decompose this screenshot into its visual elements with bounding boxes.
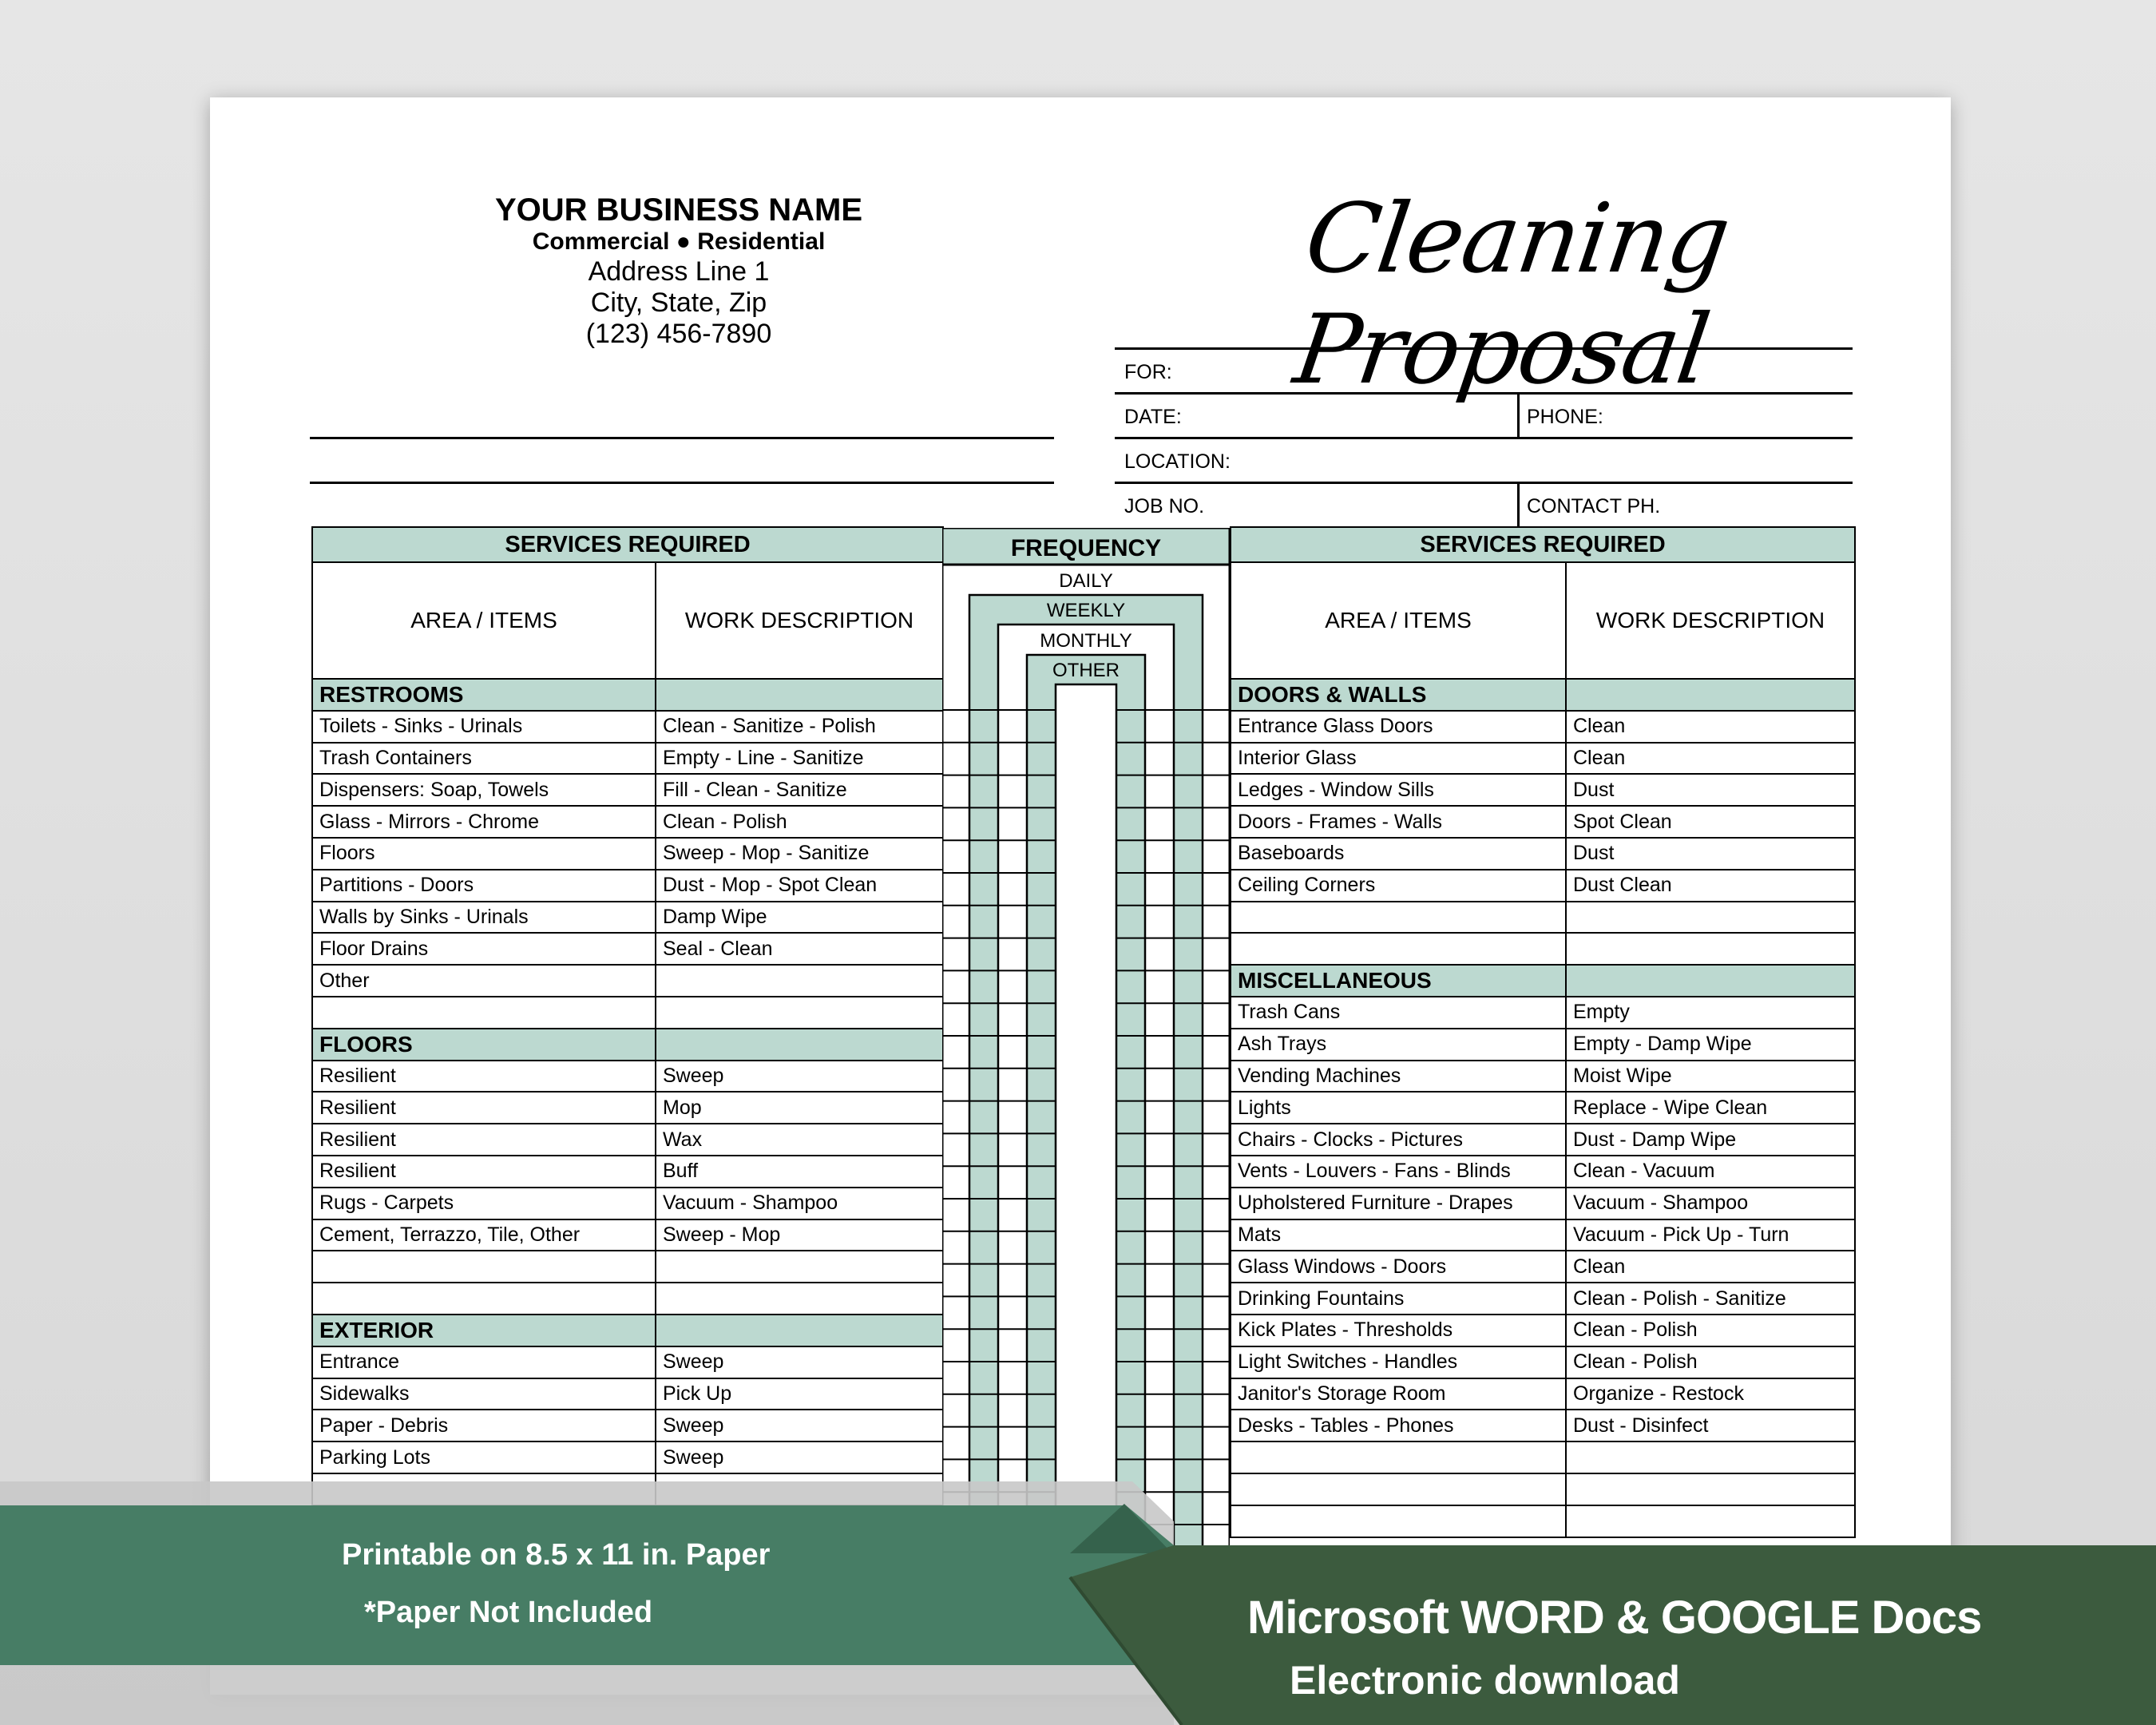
field-divider: [1517, 482, 1520, 526]
area-item-cell[interactable]: Partitions - Doors: [312, 870, 656, 902]
printable-note: Printable on 8.5 x 11 in. Paper: [342, 1538, 771, 1572]
services-table-right: [1230, 526, 1856, 1538]
table-row: [1231, 1092, 1855, 1124]
area-item-cell[interactable]: Walls by Sinks - Urinals: [312, 902, 656, 934]
work-description-cell: [656, 1315, 943, 1346]
daily-label: DAILY: [1059, 570, 1113, 592]
table-row: [1231, 1188, 1855, 1219]
work-description-cell[interactable]: Dust Clean: [1566, 870, 1855, 902]
section-title: FLOORS: [312, 1029, 656, 1061]
frequency-grid: [942, 528, 1230, 1566]
area-item-cell[interactable]: Resilient: [312, 1124, 656, 1156]
business-tagline: Commercial ● Residential: [532, 228, 826, 255]
area-item-cell[interactable]: Cement, Terrazzo, Tile, Other: [312, 1219, 656, 1251]
section-row: [312, 679, 943, 711]
job-number-field[interactable]: JOB NO.: [1124, 495, 1205, 518]
work-description-cell[interactable]: Clean - Polish: [1566, 1346, 1855, 1378]
table-row: [1231, 711, 1855, 743]
business-phone: (123) 456-7890: [585, 318, 772, 349]
work-description-cell[interactable]: [656, 1251, 943, 1283]
area-item-cell[interactable]: Glass Windows - Doors: [1231, 1251, 1566, 1283]
work-description-cell[interactable]: Dust - Mop - Spot Clean: [656, 870, 943, 902]
work-description-cell[interactable]: Dust - Disinfect: [1566, 1410, 1855, 1441]
table-row: [312, 1441, 943, 1473]
table-row: [312, 965, 943, 997]
contact-phone-field[interactable]: CONTACT PH.: [1527, 495, 1661, 518]
table-row: [312, 1092, 943, 1124]
work-description-cell[interactable]: Clean - Polish - Sanitize: [1566, 1283, 1855, 1315]
work-description-cell[interactable]: [1566, 933, 1855, 965]
table-row: [1231, 1029, 1855, 1061]
field-rule: [1115, 437, 1853, 439]
table-row: [1231, 933, 1855, 965]
area-item-cell[interactable]: Mats: [1231, 1219, 1566, 1251]
work-description-cell[interactable]: Vacuum - Shampoo: [1566, 1188, 1855, 1219]
area-item-cell[interactable]: Entrance: [312, 1346, 656, 1378]
work-description-cell[interactable]: Dust - Damp Wipe: [1566, 1124, 1855, 1156]
section-row: [1231, 679, 1855, 711]
table-row: [312, 838, 943, 870]
banner-left-ribbon: [0, 1505, 1174, 1665]
area-item-cell[interactable]: Sidewalks: [312, 1378, 656, 1410]
area-item-cell[interactable]: [1231, 1441, 1566, 1473]
area-item-cell[interactable]: Rugs - Carpets: [312, 1188, 656, 1219]
work-description-cell[interactable]: Dust: [1566, 838, 1855, 870]
work-description-cell[interactable]: Clean - Polish: [1566, 1315, 1855, 1346]
work-description-cell[interactable]: Empty - Damp Wipe: [1566, 1029, 1855, 1061]
area-item-cell[interactable]: Light Switches - Handles: [1231, 1346, 1566, 1378]
work-description-cell[interactable]: Clean: [1566, 1251, 1855, 1283]
table-row: [312, 711, 943, 743]
work-description-cell[interactable]: [1566, 1441, 1855, 1473]
section-title: EXTERIOR: [312, 1315, 656, 1346]
work-description-cell[interactable]: [656, 997, 943, 1029]
area-item-cell[interactable]: Ash Trays: [1231, 1029, 1566, 1061]
section-title: RESTROOMS: [312, 679, 656, 711]
work-description-cell[interactable]: Sweep - Mop: [656, 1219, 943, 1251]
area-item-cell[interactable]: Ceiling Corners: [1231, 870, 1566, 902]
work-description-cell[interactable]: Empty - Line - Sanitize: [656, 743, 943, 775]
work-description-cell[interactable]: Clean - Vacuum: [1566, 1156, 1855, 1188]
work-description-cell[interactable]: Vacuum - Shampoo: [656, 1188, 943, 1219]
table-row: [312, 806, 943, 838]
area-item-cell[interactable]: Paper - Debris: [312, 1410, 656, 1441]
work-description-cell[interactable]: Clean - Polish: [656, 806, 943, 838]
area-item-cell[interactable]: Baseboards: [1231, 838, 1566, 870]
date-field[interactable]: DATE:: [1124, 406, 1182, 428]
blank-line: [310, 437, 1054, 439]
work-description-header: WORK DESCRIPTION: [1566, 562, 1855, 679]
work-description-cell[interactable]: Organize - Restock: [1566, 1378, 1855, 1410]
section-row: [312, 1029, 943, 1061]
table-row: [312, 1061, 943, 1092]
section-title: MISCELLANEOUS: [1231, 965, 1566, 997]
area-item-cell[interactable]: Trash Containers: [312, 743, 656, 775]
table-row: [312, 997, 943, 1029]
table-row: [1231, 1251, 1855, 1283]
work-description-cell[interactable]: Buff: [656, 1156, 943, 1188]
table-row: [312, 1283, 943, 1315]
area-item-cell[interactable]: Dispensers: Soap, Towels: [312, 774, 656, 806]
table-row: [1231, 1346, 1855, 1378]
table-row: [1231, 743, 1855, 775]
area-item-cell[interactable]: Kick Plates - Thresholds: [1231, 1315, 1566, 1346]
work-description-cell[interactable]: Mop: [656, 1092, 943, 1124]
table-row: [1231, 870, 1855, 902]
area-items-header: AREA / ITEMS: [1231, 562, 1566, 679]
table-row: [312, 1378, 943, 1410]
software-note: Microsoft WORD & GOOGLE Docs: [1247, 1592, 1982, 1644]
area-item-cell[interactable]: Toilets - Sinks - Urinals: [312, 711, 656, 743]
address-line-2: City, State, Zip: [590, 287, 767, 318]
daily-frame: [1056, 684, 1116, 1566]
area-item-cell[interactable]: Trash Cans: [1231, 997, 1566, 1029]
work-description-cell[interactable]: [656, 1283, 943, 1315]
table-row: [312, 1219, 943, 1251]
work-description-cell[interactable]: Sweep - Mop - Sanitize: [656, 838, 943, 870]
field-divider: [1517, 392, 1520, 437]
table-row: [1231, 806, 1855, 838]
phone-field[interactable]: PHONE:: [1527, 406, 1603, 428]
for-field[interactable]: FOR:: [1124, 361, 1172, 383]
table-row: [1231, 1283, 1855, 1315]
work-description-cell[interactable]: Sweep: [656, 1346, 943, 1378]
table-row: [1231, 1156, 1855, 1188]
area-item-cell[interactable]: [312, 1283, 656, 1315]
section-row: [1231, 965, 1855, 997]
table-row: [1231, 1441, 1855, 1473]
work-description-cell[interactable]: Clean: [1566, 711, 1855, 743]
area-item-cell[interactable]: Desks - Tables - Phones: [1231, 1410, 1566, 1441]
table-row: [312, 902, 943, 934]
services-required-header: SERVICES REQUIRED: [312, 527, 943, 562]
area-item-cell[interactable]: Interior Glass: [1231, 743, 1566, 775]
services-required-header: SERVICES REQUIRED: [1231, 527, 1855, 562]
table-row: [312, 870, 943, 902]
area-item-cell[interactable]: Vending Machines: [1231, 1061, 1566, 1092]
paper-not-included-note: *Paper Not Included: [364, 1596, 653, 1629]
area-item-cell[interactable]: Other: [312, 965, 656, 997]
area-item-cell[interactable]: [312, 1251, 656, 1283]
table-row: [312, 1156, 943, 1188]
services-table-left: [311, 526, 944, 1538]
table-row: [1231, 1315, 1855, 1346]
frequency-header: FREQUENCY: [1010, 535, 1162, 561]
work-description-cell: [656, 679, 943, 711]
table-row: [1231, 1061, 1855, 1092]
work-description-cell[interactable]: Wax: [656, 1124, 943, 1156]
area-item-cell[interactable]: Janitor's Storage Room: [1231, 1378, 1566, 1410]
area-item-cell[interactable]: Parking Lots: [312, 1441, 656, 1473]
address-line-1: Address Line 1: [588, 256, 770, 287]
area-item-cell[interactable]: Upholstered Furniture - Drapes: [1231, 1188, 1566, 1219]
area-item-cell[interactable]: [312, 997, 656, 1029]
table-row: [312, 1124, 943, 1156]
table-row: [1231, 1219, 1855, 1251]
work-description-cell[interactable]: Fill - Clean - Sanitize: [656, 774, 943, 806]
table-row: [312, 1410, 943, 1441]
business-info: [307, 192, 1050, 350]
table-row: [312, 774, 943, 806]
area-item-cell[interactable]: [1231, 902, 1566, 934]
work-description-cell: [1566, 965, 1855, 997]
area-item-cell[interactable]: [1231, 933, 1566, 965]
table-row: [312, 933, 943, 965]
table-row: [1231, 838, 1855, 870]
work-description-cell[interactable]: Clean: [1566, 743, 1855, 775]
monthly-label: MONTHLY: [1040, 630, 1132, 652]
work-description-header: WORK DESCRIPTION: [656, 562, 943, 679]
table-row: [1231, 1124, 1855, 1156]
field-rule: [1115, 392, 1853, 395]
area-item-cell[interactable]: Vents - Louvers - Fans - Blinds: [1231, 1156, 1566, 1188]
work-description-cell[interactable]: Spot Clean: [1566, 806, 1855, 838]
table-row: [312, 1188, 943, 1219]
area-item-cell[interactable]: Resilient: [312, 1092, 656, 1124]
work-description-cell[interactable]: Pick Up: [656, 1378, 943, 1410]
area-item-cell[interactable]: Floors: [312, 838, 656, 870]
table-row: [1231, 1410, 1855, 1441]
work-description-cell[interactable]: Sweep: [656, 1410, 943, 1441]
work-description-cell[interactable]: Seal - Clean: [656, 933, 943, 965]
table-row: [312, 1251, 943, 1283]
field-rule: [1115, 347, 1853, 350]
table-row: [1231, 774, 1855, 806]
work-description-cell[interactable]: Sweep: [656, 1061, 943, 1092]
area-item-cell[interactable]: Glass - Mirrors - Chrome: [312, 806, 656, 838]
area-item-cell[interactable]: Lights: [1231, 1092, 1566, 1124]
work-description-cell[interactable]: [1566, 902, 1855, 934]
area-item-cell[interactable]: Ledges - Window Sills: [1231, 774, 1566, 806]
area-item-cell[interactable]: Doors - Frames - Walls: [1231, 806, 1566, 838]
table-row: [312, 743, 943, 775]
business-name: YOUR BUSINESS NAME: [494, 192, 863, 228]
work-description-cell[interactable]: Moist Wipe: [1566, 1061, 1855, 1092]
section-row: [312, 1315, 943, 1346]
table-row: [1231, 997, 1855, 1029]
work-description-cell[interactable]: Replace - Wipe Clean: [1566, 1092, 1855, 1124]
area-item-cell[interactable]: Floor Drains: [312, 933, 656, 965]
area-item-cell[interactable]: Resilient: [312, 1156, 656, 1188]
weekly-label: WEEKLY: [1046, 600, 1126, 621]
area-item-cell[interactable]: Drinking Fountains: [1231, 1283, 1566, 1315]
frequency-column: [942, 528, 1230, 1566]
work-description-cell[interactable]: Dust: [1566, 774, 1855, 806]
location-field[interactable]: LOCATION:: [1124, 450, 1231, 473]
work-description-cell[interactable]: [656, 965, 943, 997]
field-rule: [1115, 482, 1853, 484]
electronic-download-note: Electronic download: [1290, 1658, 1680, 1703]
work-description-cell: [1566, 679, 1855, 711]
table-row: [1231, 1378, 1855, 1410]
table-row: [312, 1346, 943, 1378]
area-items-header: AREA / ITEMS: [312, 562, 656, 679]
other-label: OTHER: [1052, 660, 1120, 681]
document-title: Cleaning Proposal: [1287, 184, 1735, 406]
work-description-cell[interactable]: Vacuum - Pick Up - Turn: [1566, 1219, 1855, 1251]
table-row: [1231, 902, 1855, 934]
work-description-cell: [656, 1029, 943, 1061]
work-description-cell[interactable]: Sweep: [656, 1441, 943, 1473]
work-description-cell[interactable]: Empty: [1566, 997, 1855, 1029]
work-description-cell[interactable]: Clean - Sanitize - Polish: [656, 711, 943, 743]
section-title: DOORS & WALLS: [1231, 679, 1566, 711]
work-description-cell[interactable]: Damp Wipe: [656, 902, 943, 934]
blank-line: [310, 482, 1054, 484]
area-item-cell[interactable]: Chairs - Clocks - Pictures: [1231, 1124, 1566, 1156]
area-item-cell[interactable]: Entrance Glass Doors: [1231, 711, 1566, 743]
area-item-cell[interactable]: Resilient: [312, 1061, 656, 1092]
